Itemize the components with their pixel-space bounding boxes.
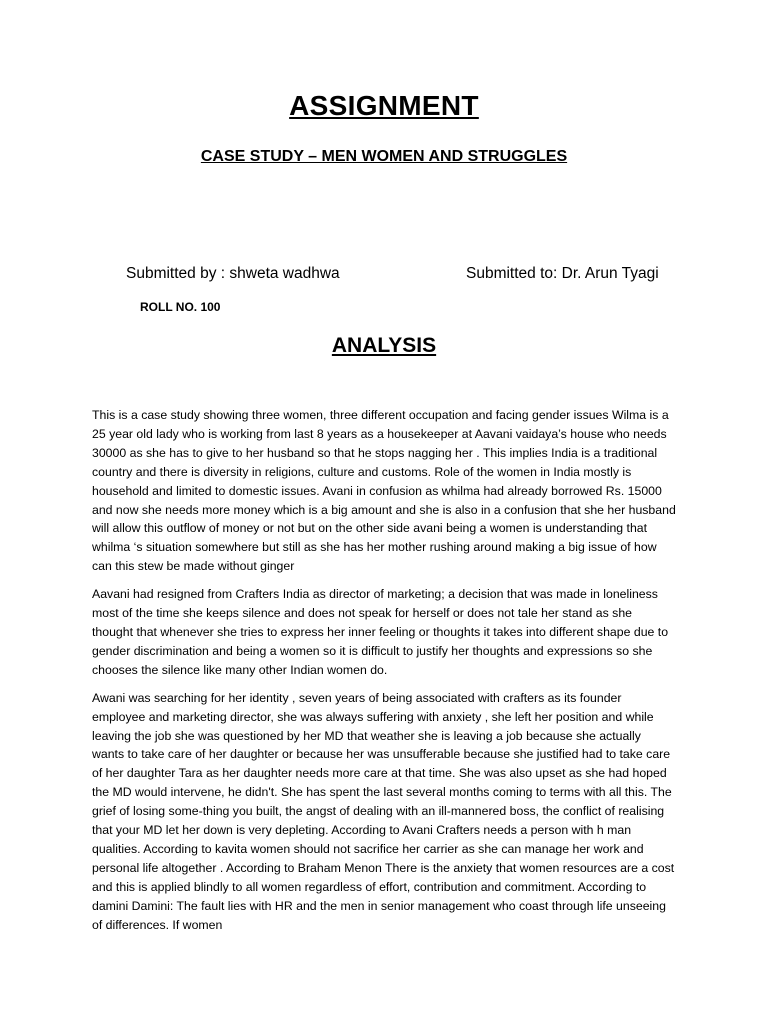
- document-title: ASSIGNMENT: [289, 90, 479, 121]
- document-subtitle: CASE STUDY – MEN WOMEN AND STRUGGLES: [200, 148, 568, 165]
- paragraph: Awani was searching for her identity , seven years of being associated with crafters as its founder employee and marketing director, she was always suffering with anxiety , she left her position and while leaving the job she was questioned by her MD that weather she is leaving a job because she actually wants to take care of her daughter or because her was unsufferable because she justified had to take care of her daughter Tara as her daughter needs more care at that time. She was also upset as she had hoped the MD would intervene, he didn't. She has spent the last several months coming to terms with all this. The grief of losing some-thing you built, the angst of dealing with an ill-mannered boss, the conflict of realising that your MD let her down is very depleting. According to Avani Crafters needs a person with h man qualities. According to kavita women should not sacrifice her carrier as she can manage her work and personal life altogether . According to Braham Menon There is the anxiety that women resources are a cost and this is applied blindly to all women regardless of effort, contribution and commitment. According to damini Damini: The fault lies with HR and the men in senior management who coast through life unseeing of differences. If women: [92, 690, 675, 932]
- body-text: [92, 406, 676, 943]
- roll-number: ROLL NO. 100: [140, 300, 221, 314]
- paragraph: Aavani had resigned from Crafters India as director of marketing; a decision that was made in loneliness most of the time she keeps silence and does not speak for herself or does not tale her stand as she thought that whenever she tries to express her inner feeling or thoughts it takes into different shape due to gender discrimination and being a women so it is difficult to justify her thoughts and expressions so she chooses the silence like many other Indian women do.: [92, 587, 669, 677]
- section-heading: ANALYSIS: [331, 334, 437, 357]
- submitted-by: Submitted by : shweta wadhwa: [126, 265, 340, 282]
- paragraph: This is a case study showing three women, three different occupation and facing gender issues Wilma is a 25 year old lady who is working from last 8 years as a housekeeper at Aavani vaidaya’s house who needs 30000 as she has to give to her husband so that he stops nagging her . This implies India is a traditional country and there is diversity in religions, culture and customs. Role of the women in India mostly is household and limited to domestic issues. Avani in confusion as whilma had already borrowed Rs. 15000 and now she needs more money which is a big amount and she is also in a confusion that she her husband will allow this outflow of money or not but on the other side avani being a women is understanding that whilma ‘s situation somewhere but still as she has her mother rushing around making a big issue of how can this stew be made without ginger: [92, 408, 676, 574]
- submitted-to: Submitted to: Dr. Arun Tyagi: [466, 265, 659, 282]
